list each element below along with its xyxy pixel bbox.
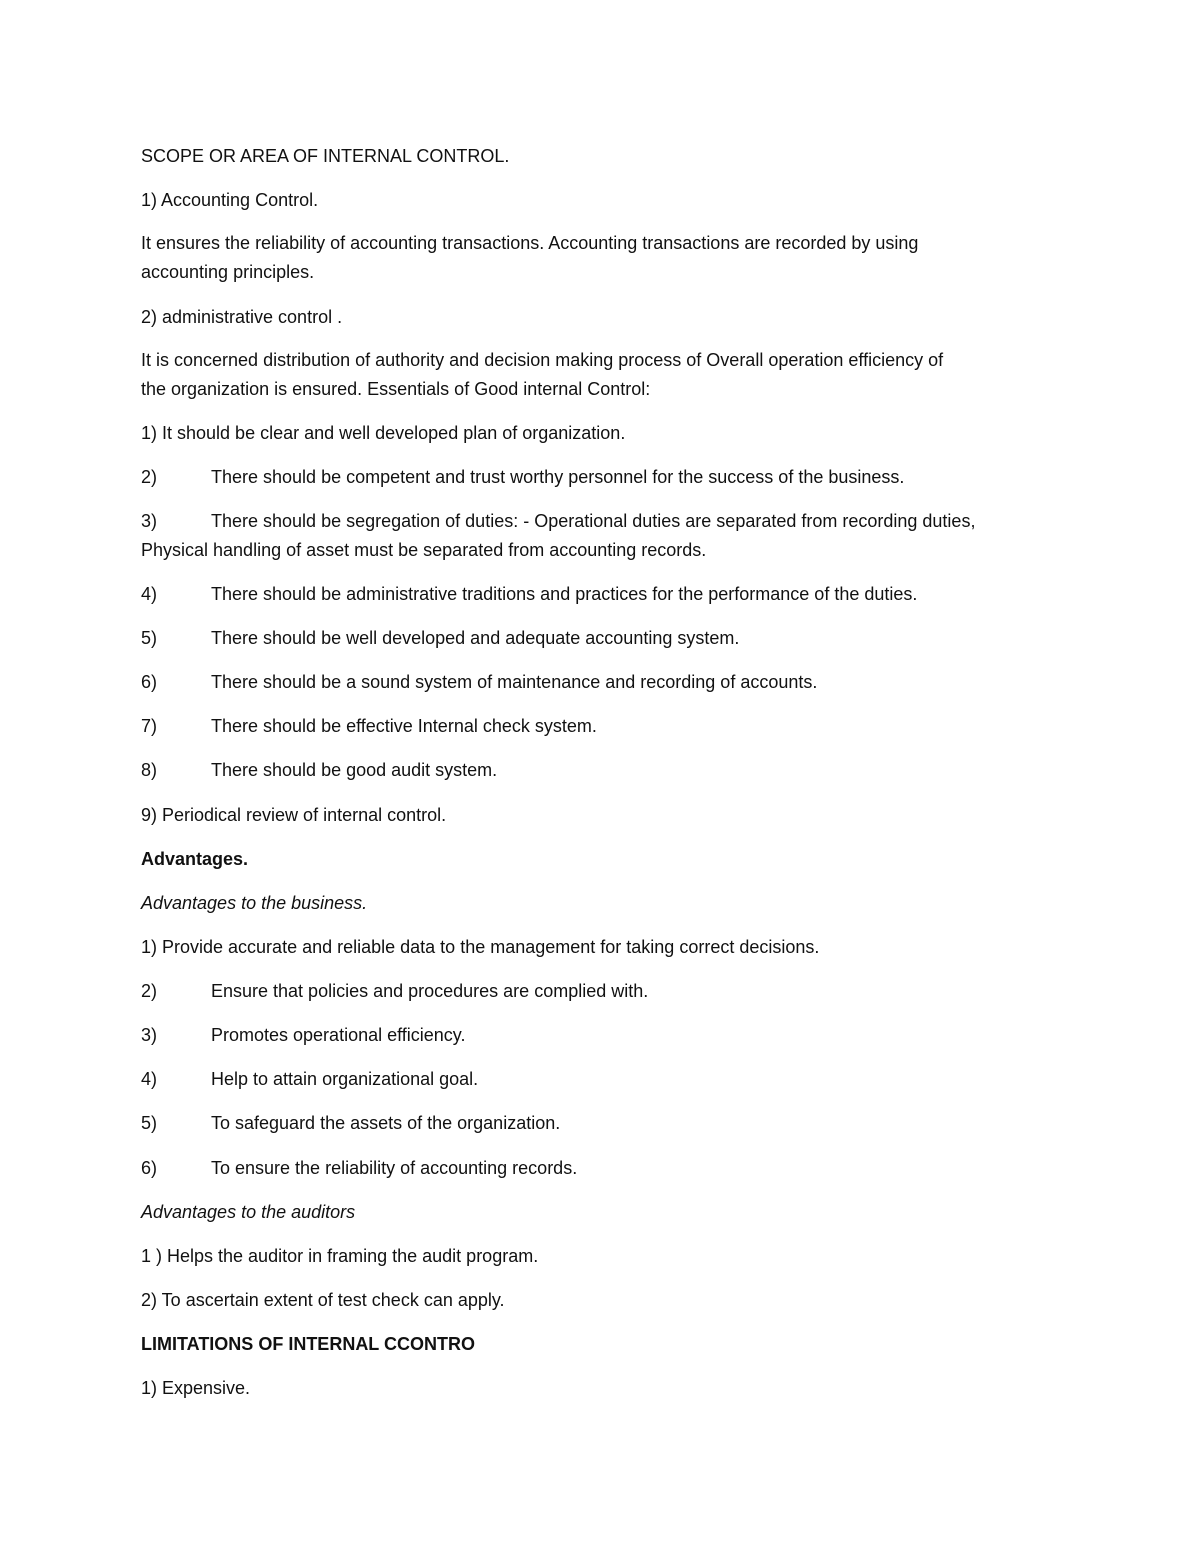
list-text: There should be administrative traditions and practices for the performance of the duties. (211, 584, 918, 604)
business-item-5 (141, 1109, 560, 1138)
business-item-6 (141, 1154, 577, 1183)
advantages-business-subheading: Advantages to the business. (141, 893, 368, 913)
list-number: 5) (141, 628, 158, 648)
essentials-item-1: 1) It should be clear and well developed plan of organization. (141, 423, 626, 443)
essentials-item-6 (141, 668, 817, 697)
list-number: 3) (141, 1025, 158, 1045)
essentials-item-9: 9) Periodical review of internal control. (141, 805, 447, 825)
accounting-control-text-line1: It ensures the reliability of accounting transactions. Accounting transactions are recorded by using (141, 233, 919, 253)
administrative-control-text-line1: It is concerned distribution of authority and decision making process of Overall operation efficiency of (141, 350, 944, 370)
business-item-1: 1) Provide accurate and reliable data to the management for taking correct decisions. (141, 937, 820, 957)
essentials-item-7 (141, 712, 597, 741)
list-number: 6) (141, 672, 158, 692)
list-text: To safeguard the assets of the organization. (211, 1113, 561, 1133)
advantages-auditors-subheading: Advantages to the auditors (141, 1202, 356, 1222)
list-number: 2) (141, 981, 158, 1001)
list-number: 4) (141, 584, 158, 604)
limitations-heading: LIMITATIONS OF INTERNAL CCONTRO (141, 1334, 475, 1354)
essentials-item-2 (141, 463, 904, 492)
list-text: There should be effective Internal check system. (211, 716, 597, 736)
essentials-item-3-continuation: Physical handling of asset must be separated from accounting records. (141, 540, 707, 560)
accounting-control-text-line2: accounting principles. (141, 262, 315, 282)
list-number: 4) (141, 1069, 158, 1089)
list-number: 5) (141, 1113, 158, 1133)
heading-scope: SCOPE OR AREA OF INTERNAL CONTROL. (141, 146, 510, 166)
list-text: To ensure the reliability of accounting records. (211, 1158, 578, 1178)
limitations-item-1: 1) Expensive. (141, 1378, 251, 1398)
list-number: 8) (141, 760, 158, 780)
list-text: There should be good audit system. (211, 760, 498, 780)
list-number: 3) (141, 511, 158, 531)
essentials-item-4 (141, 580, 917, 609)
list-number: 6) (141, 1158, 158, 1178)
business-item-4 (141, 1065, 478, 1094)
essentials-item-3 (141, 507, 975, 536)
list-number: 2) (141, 467, 158, 487)
essentials-item-5 (141, 624, 739, 653)
list-text: Help to attain organizational goal. (211, 1069, 479, 1089)
list-text: There should be competent and trust worthy personnel for the success of the business. (211, 467, 905, 487)
essentials-item-8 (141, 756, 497, 785)
list-text: There should be well developed and adequate accounting system. (211, 628, 740, 648)
list-text: Promotes operational efficiency. (211, 1025, 466, 1045)
administrative-control-title: 2) administrative control . (141, 307, 343, 327)
administrative-control-text-line2: the organization is ensured. Essentials of Good internal Control: (141, 379, 651, 399)
auditors-item-2: 2) To ascertain extent of test check can apply. (141, 1290, 505, 1310)
list-text: There should be segregation of duties: - Operational duties are separated from recording duties, (211, 511, 976, 531)
auditors-item-1: 1 ) Helps the auditor in framing the audit program. (141, 1246, 539, 1266)
business-item-3 (141, 1021, 465, 1050)
business-item-2 (141, 977, 648, 1006)
list-text: Ensure that policies and procedures are complied with. (211, 981, 649, 1001)
advantages-heading: Advantages. (141, 849, 249, 869)
list-text: There should be a sound system of maintenance and recording of accounts. (211, 672, 818, 692)
list-number: 7) (141, 716, 158, 736)
accounting-control-title: 1) Accounting Control. (141, 190, 319, 210)
